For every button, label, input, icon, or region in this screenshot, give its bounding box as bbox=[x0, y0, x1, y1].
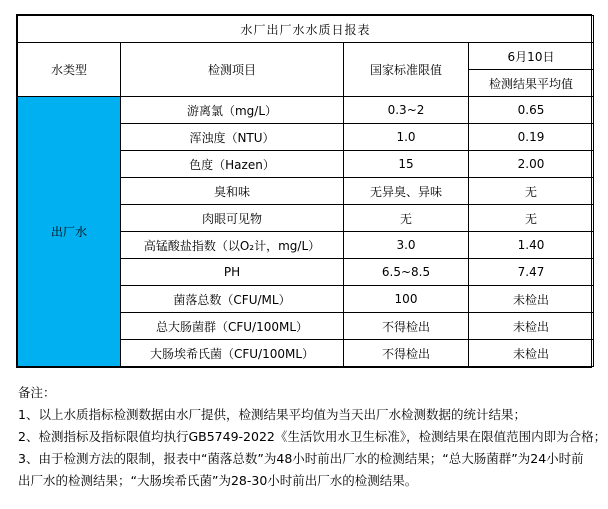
table-title-row bbox=[18, 16, 594, 43]
item-limit: 3.0 bbox=[344, 232, 469, 259]
item-value: 1.40 bbox=[469, 232, 594, 259]
notes-block bbox=[16, 382, 607, 491]
item-name: 游离氯（mg/L） bbox=[121, 97, 344, 124]
category-outlet-water: 出厂水 bbox=[18, 97, 121, 367]
header-date-sub: 检测结果平均值 bbox=[469, 70, 594, 97]
item-value: 无 bbox=[469, 178, 594, 205]
item-name: 臭和味 bbox=[121, 178, 344, 205]
item-value: 0.65 bbox=[469, 97, 594, 124]
item-limit: 无异臭、异味 bbox=[344, 178, 469, 205]
item-value: 0.19 bbox=[469, 124, 594, 151]
header-water-type: 水类型 bbox=[18, 43, 121, 97]
report-title: 水厂出厂水水质日报表 bbox=[18, 16, 594, 43]
header-date: 6月10日 bbox=[469, 43, 594, 70]
item-limit: 不得检出 bbox=[344, 340, 469, 367]
item-value: 2.00 bbox=[469, 151, 594, 178]
item-limit: 6.5~8.5 bbox=[344, 259, 469, 286]
note-item: 3、由于检测方法的限制，报表中“菌落总数”为48小时前出厂水的检测结果；“总大肠菌群”为24小时前出厂水的检测结果；“大肠埃希氏菌”为28-30小时前出厂水的检测结果。 bbox=[18, 450, 584, 488]
note-item: 2、检测指标及指标限值均执行GB5749-2022《生活饮用水卫生标准》，检测结果在限值范围内即为合格； bbox=[18, 428, 607, 444]
item-name: 总大肠菌群（CFU/100ML） bbox=[121, 313, 344, 340]
table-row bbox=[18, 97, 594, 124]
item-name: 高锰酸盐指数（以O₂计，mg/L） bbox=[121, 232, 344, 259]
header-national-limit: 国家标准限值 bbox=[344, 43, 469, 97]
item-name: 菌落总数（CFU/ML） bbox=[121, 286, 344, 313]
item-limit: 0.3~2 bbox=[344, 97, 469, 124]
item-limit: 不得检出 bbox=[344, 313, 469, 340]
table-header-row-1 bbox=[18, 43, 594, 70]
item-name: 浑浊度（NTU） bbox=[121, 124, 344, 151]
item-limit: 100 bbox=[344, 286, 469, 313]
item-value: 未检出 bbox=[469, 313, 594, 340]
item-limit: 1.0 bbox=[344, 124, 469, 151]
water-quality-table bbox=[17, 15, 594, 367]
report-sheet bbox=[16, 14, 592, 368]
item-value: 未检出 bbox=[469, 340, 594, 367]
item-value: 未检出 bbox=[469, 286, 594, 313]
item-name: 肉眼可见物 bbox=[121, 205, 344, 232]
note-item: 1、以上水质指标检测数据由水厂提供，检测结果平均值为当天出厂水检测数据的统计结果； bbox=[18, 406, 526, 422]
header-test-item: 检测项目 bbox=[121, 43, 344, 97]
item-value: 7.47 bbox=[469, 259, 594, 286]
item-name: 大肠埃希氏菌（CFU/100ML） bbox=[121, 340, 344, 367]
item-limit: 15 bbox=[344, 151, 469, 178]
item-name: 色度（Hazen） bbox=[121, 151, 344, 178]
item-limit: 无 bbox=[344, 205, 469, 232]
item-value: 无 bbox=[469, 205, 594, 232]
notes-label: 备注： bbox=[18, 385, 56, 400]
item-name: PH bbox=[121, 259, 344, 286]
